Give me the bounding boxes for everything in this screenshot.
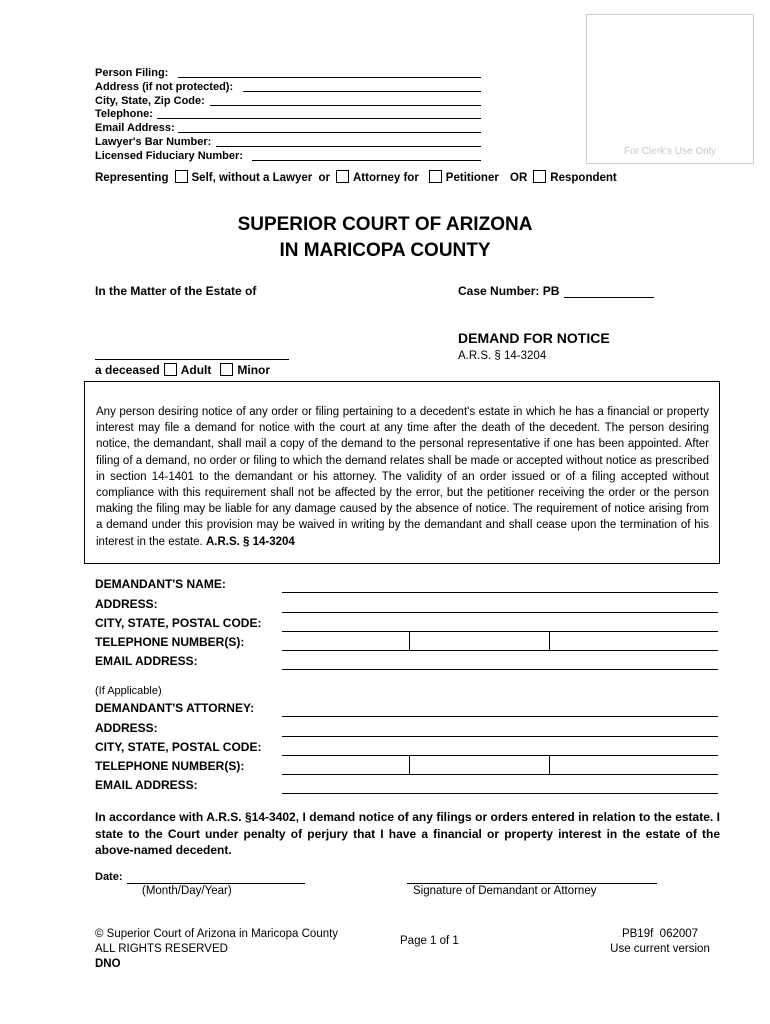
footer-right: [580, 927, 740, 957]
telephone-label: Telephone:: [95, 108, 153, 120]
notice-citation: A.R.S. § 14-3204: [205, 535, 295, 548]
minor-checkbox[interactable]: [220, 363, 233, 376]
attorney-email-label: EMAIL ADDRESS:: [95, 778, 198, 792]
notice-box: [84, 381, 720, 564]
rights-text: ALL RIGHTS RESERVED: [95, 943, 228, 955]
attorney-phone-divider: [409, 756, 410, 774]
attorney-email-line[interactable]: [282, 793, 718, 794]
document-title: DEMAND FOR NOTICE: [458, 330, 610, 346]
form-code: DNO: [95, 958, 121, 970]
bar-number-line[interactable]: [216, 146, 481, 147]
notice-body: Any person desiring notice of any order or filing pertaining to a decedent's estate in which he has a financial or property interest may file a demand for notice with the court at any time after the death of the decedent. The person desiring notice, the demandant, shall mail a copy of the demand to the personal representative if one has been appointed. After filing of a demand, no order or filing to which the demand relates shall be made or accepted without notice as prescribed in section 14-1401 to the demandant or his attorney. The validity of an order issued or of a filing accepted without compliance with this requirement shall not be affected by the error, but the petitioner receiving the order or the person making the filing may be liable for any damage caused by the absence of notice. The requirement of notice arising from a demand under this provision may be waived in writing by the demandant and shall cease upon the termination of his interest in the estate.: [96, 406, 709, 548]
person-filing-label: Person Filing:: [95, 67, 169, 79]
if-applicable-note: (If Applicable): [95, 685, 162, 697]
case-number-label: Case Number: PB: [458, 284, 560, 298]
demandant-phone-divider: [549, 632, 550, 650]
petitioner-checkbox[interactable]: [429, 170, 442, 183]
demandant-address-line[interactable]: [282, 612, 718, 613]
date-line[interactable]: [127, 883, 305, 884]
footer-left: [95, 927, 338, 972]
signature-caption: Signature of Demandant or Attorney: [413, 885, 597, 897]
demandant-name-line[interactable]: [282, 592, 718, 593]
email-label: Email Address:: [95, 122, 175, 134]
copyright-text: © Superior Court of Arizona in Maricopa County: [95, 928, 339, 940]
self-option-label: Self, without a Lawyer: [191, 172, 313, 184]
city-state-zip-line[interactable]: [210, 105, 481, 106]
clerk-use-label: For Clerk's Use Only: [624, 146, 716, 157]
attorney-checkbox[interactable]: [336, 170, 349, 183]
deceased-label: a deceased: [95, 363, 160, 377]
demandant-phone-line[interactable]: [282, 650, 718, 651]
demandant-email-label: EMAIL ADDRESS:: [95, 654, 198, 668]
page-number: Page 1 of 1: [400, 935, 459, 947]
fiduciary-number-label: Licensed Fiduciary Number:: [95, 150, 243, 162]
representing-row: [95, 170, 617, 186]
demandant-name-label: DEMANDANT'S NAME:: [95, 577, 226, 591]
date-label: Date:: [95, 871, 123, 883]
court-title-line1: SUPERIOR COURT OF ARIZONA: [237, 214, 533, 235]
deceased-row: [95, 363, 270, 377]
attorney-city-label: CITY, STATE, POSTAL CODE:: [95, 740, 262, 754]
form-id: PB19f 062007: [621, 928, 699, 940]
notice-paragraph: [96, 404, 709, 550]
attorney-name-label: DEMANDANT'S ATTORNEY:: [95, 701, 255, 715]
email-line[interactable]: [178, 132, 481, 133]
case-number-line[interactable]: [564, 297, 654, 298]
attorney-address-line[interactable]: [282, 736, 718, 737]
bar-number-label: Lawyer's Bar Number:: [95, 136, 212, 148]
decedent-name-line[interactable]: [95, 359, 289, 360]
demandant-phone-label: TELEPHONE NUMBER(S):: [95, 635, 245, 649]
address-line[interactable]: [243, 91, 481, 92]
perjury-declaration: In accordance with A.R.S. §14-3402, I demand notice of any filings or orders entered in relation to the estate. I state to the Court under penalty of perjury that I have a financial or property interest in the estate of the above-named decedent.: [95, 810, 720, 857]
demandant-email-line[interactable]: [282, 669, 718, 670]
attorney-city-line[interactable]: [282, 755, 718, 756]
respondent-option-label: Respondent: [550, 172, 617, 184]
attorney-option-label: Attorney for: [352, 172, 419, 184]
version-note: Use current version: [610, 943, 710, 955]
statute-reference: A.R.S. § 14-3204: [458, 350, 547, 362]
representing-label: Representing: [95, 172, 169, 184]
respondent-checkbox[interactable]: [533, 170, 546, 183]
telephone-line[interactable]: [157, 118, 481, 119]
person-filing-line[interactable]: [178, 77, 481, 78]
attorney-address-label: ADDRESS:: [95, 721, 158, 735]
estate-matter-label: In the Matter of the Estate of: [95, 284, 257, 298]
or-upper-text: OR: [510, 172, 528, 184]
self-checkbox[interactable]: [175, 170, 188, 183]
address-label: Address (if not protected):: [95, 81, 234, 93]
minor-label: Minor: [237, 363, 271, 377]
signature-line[interactable]: [407, 883, 657, 884]
clerk-use-box: [586, 14, 754, 164]
adult-checkbox[interactable]: [164, 363, 177, 376]
city-state-zip-label: City, State, Zip Code:: [95, 95, 205, 107]
or-text: or: [318, 172, 330, 184]
fiduciary-number-line[interactable]: [252, 160, 481, 161]
court-title-line2: IN MARICOPA COUNTY: [279, 240, 491, 261]
attorney-phone-divider: [549, 756, 550, 774]
demandant-city-line[interactable]: [282, 631, 718, 632]
demandant-address-label: ADDRESS:: [95, 597, 158, 611]
attorney-phone-line[interactable]: [282, 774, 718, 775]
demandant-phone-divider: [409, 632, 410, 650]
adult-label: Adult: [180, 363, 212, 377]
demandant-city-label: CITY, STATE, POSTAL CODE:: [95, 616, 262, 630]
date-caption: (Month/Day/Year): [142, 885, 232, 897]
petitioner-option-label: Petitioner: [445, 172, 499, 184]
attorney-name-line[interactable]: [282, 716, 718, 717]
attorney-phone-label: TELEPHONE NUMBER(S):: [95, 759, 245, 773]
